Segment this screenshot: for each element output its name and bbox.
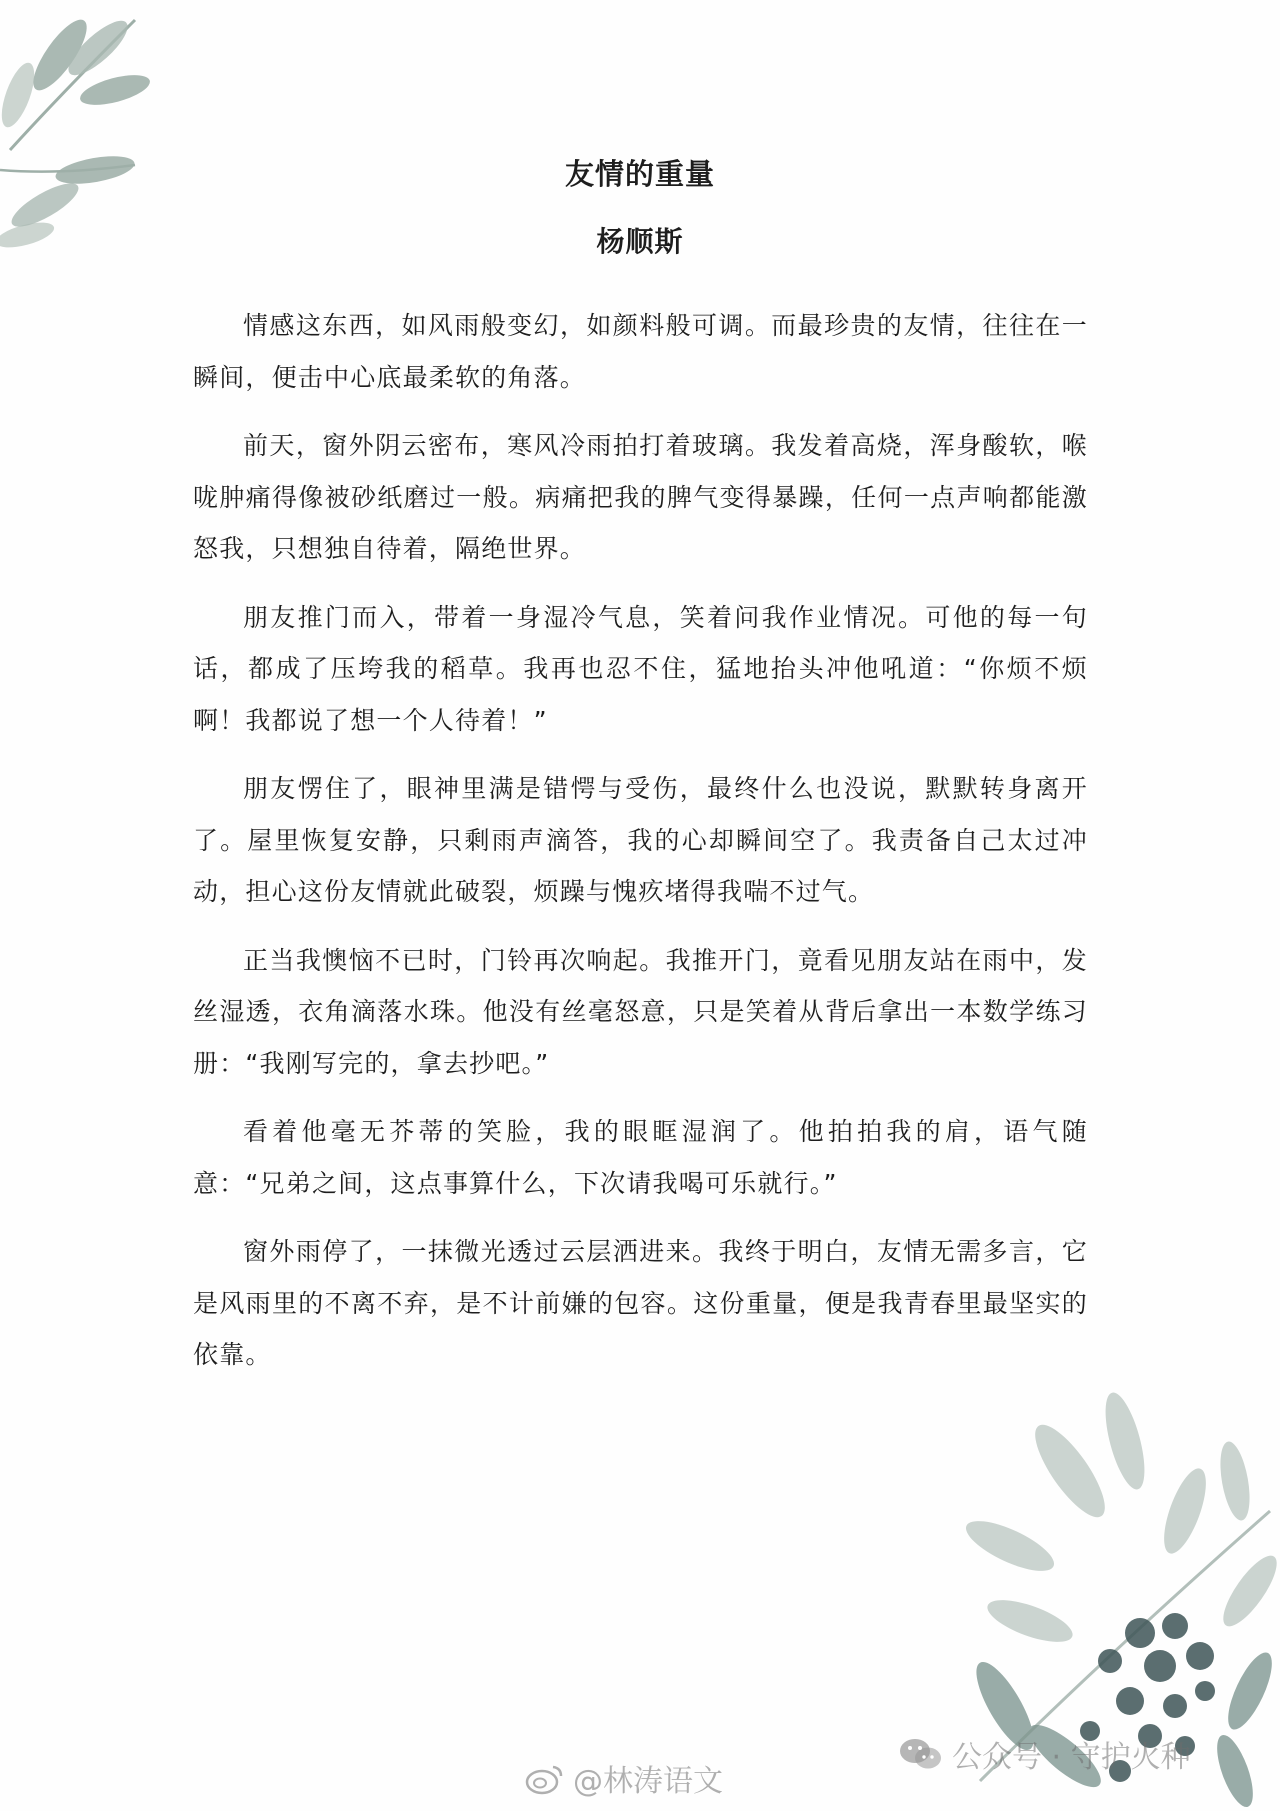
paragraph: 朋友愣住了，眼神里满是错愕与受伤，最终什么也没说，默默转身离开了。屋里恢复安静，只剩雨声滴答，我的心却瞬间空了。我责备自己太过冲动，担心这份友情就此破裂，烦躁与愧疚堵得我喘不过气。 — [193, 774, 1088, 906]
wechat-watermark — [898, 1732, 1191, 1776]
wechat-account: 公众号 · 守护火种 — [952, 1740, 1191, 1775]
paragraph: 情感这东西，如风雨般变幻，如颜料般可调。而最珍贵的友情，往往在一瞬间，便击中心底最柔软的角落。 — [193, 311, 1088, 392]
wechat-icon — [898, 1736, 944, 1772]
document-author: 杨顺斯 — [596, 225, 684, 258]
paragraph: 前天，窗外阴云密布，寒风冷雨拍打着玻璃。我发着高烧，浑身酸软，喉咙肿痛得像被砂纸磨过一般。病痛把我的脾气变得暴躁，任何一点声响都能激怒我，只想独自待着，隔绝世界。 — [193, 431, 1088, 563]
weibo-watermark — [525, 1756, 723, 1800]
paragraph: 看着他毫无芥蒂的笑脸，我的眼眶湿润了。他拍拍我的肩，语气随意：“兄弟之间，这点事算什么，下次请我喝可乐就行。” — [193, 1117, 1088, 1198]
weibo-icon — [525, 1761, 565, 1795]
paragraph: 朋友推门而入，带着一身湿冷气息，笑着问我作业情况。可他的每一句话，都成了压垮我的稻草。我再也忍不住，猛地抬头冲他吼道：“你烦不烦啊！我都说了想一个人待着！” — [193, 602, 1088, 735]
article-body — [193, 300, 1088, 1398]
paragraph: 正当我懊恼不已时，门铃再次响起。我推开门，竟看见朋友站在雨中，发丝湿透，衣角滴落水珠。他没有丝毫怒意，只是笑着从背后拿出一本数学练习册：“我刚写完的，拿去抄吧。” — [193, 945, 1088, 1078]
document-title: 友情的重量 — [564, 157, 715, 191]
paragraph: 窗外雨停了，一抹微光透过云层洒进来。我终于明白，友情无需多言，它是风雨里的不离不弃，是不计前嫌的包容。这份重量，便是我青春里最坚实的依靠。 — [193, 1237, 1088, 1369]
weibo-handle: @林涛语文 — [573, 1764, 723, 1799]
